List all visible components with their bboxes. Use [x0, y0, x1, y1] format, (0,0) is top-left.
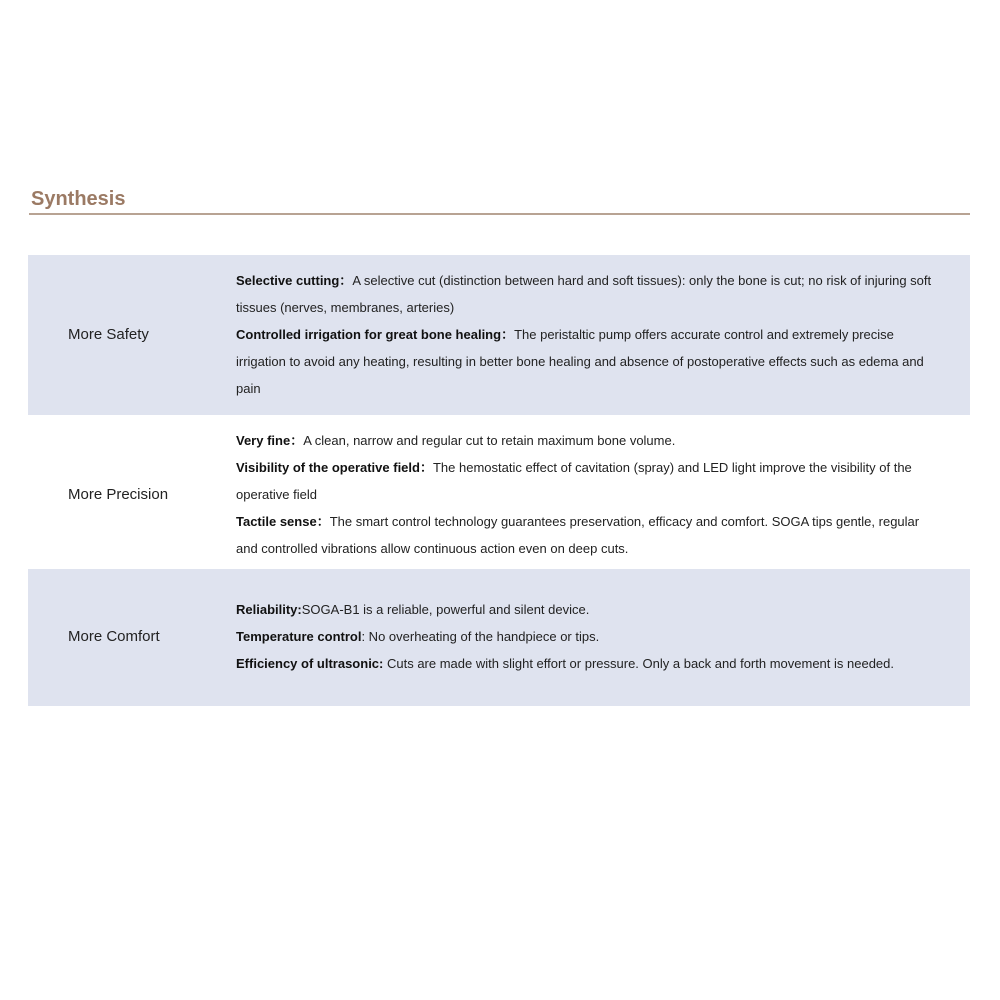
title-divider — [29, 213, 970, 215]
row-label-more-safety: More Safety — [68, 326, 149, 343]
feature-text: A selective cut (distinction between hard and soft tissues): only the bone is cut; no risk of injuring soft tissues (nerves, membranes, arteries) — [236, 273, 932, 315]
row-content-more-safety — [236, 267, 970, 402]
feature-text: SOGA-B1 is a reliable, powerful and silent device. — [301, 602, 590, 617]
feature-item — [236, 623, 934, 650]
feature-term: Reliability: — [236, 602, 302, 617]
row-more-safety — [28, 255, 970, 415]
row-more-precision — [28, 415, 970, 569]
feature-term: Selective cutting： — [236, 273, 353, 288]
row-content-more-comfort — [236, 596, 970, 677]
feature-text: A clean, narrow and regular cut to retain maximum bone volume. — [303, 432, 676, 448]
row-more-comfort — [28, 569, 970, 706]
feature-item — [236, 596, 934, 623]
section-title: Synthesis — [31, 188, 126, 210]
row-content-more-precision — [236, 427, 970, 562]
synthesis-table — [28, 255, 970, 706]
feature-text: Cuts are made with slight effort or pressure. Only a back and forth movement is needed. — [383, 656, 894, 671]
feature-text: : No overheating of the handpiece or tips. — [361, 629, 600, 644]
feature-item — [236, 321, 934, 402]
feature-item — [236, 427, 934, 454]
row-label-more-comfort: More Comfort — [68, 628, 160, 645]
feature-term: Controlled irrigation for great bone healing： — [236, 327, 515, 342]
feature-text: The smart control technology guarantees preservation, efficacy and comfort. SOGA tips gentle, regular and controlled vibrations allow continuous action even on deep cuts. — [236, 513, 920, 556]
feature-item — [236, 454, 934, 508]
feature-text: The hemostatic effect of cavitation (spray) and LED light improve the visibility of the operative field — [236, 459, 912, 502]
feature-term: Visibility of the operative field： — [236, 459, 433, 475]
feature-term: Efficiency of ultrasonic: — [236, 656, 384, 671]
feature-item — [236, 267, 934, 321]
feature-term: Temperature control — [236, 629, 362, 644]
feature-item — [236, 650, 934, 677]
row-label-more-precision: More Precision — [68, 485, 169, 503]
feature-item — [236, 508, 934, 562]
feature-term: Very fine： — [236, 432, 304, 448]
feature-text: The peristaltic pump offers accurate control and extremely precise irrigation to avoid any heating, resulting in better bone healing and absence of postoperative effects such as edema and pain — [236, 327, 924, 396]
feature-term: Tactile sense： — [236, 513, 330, 529]
